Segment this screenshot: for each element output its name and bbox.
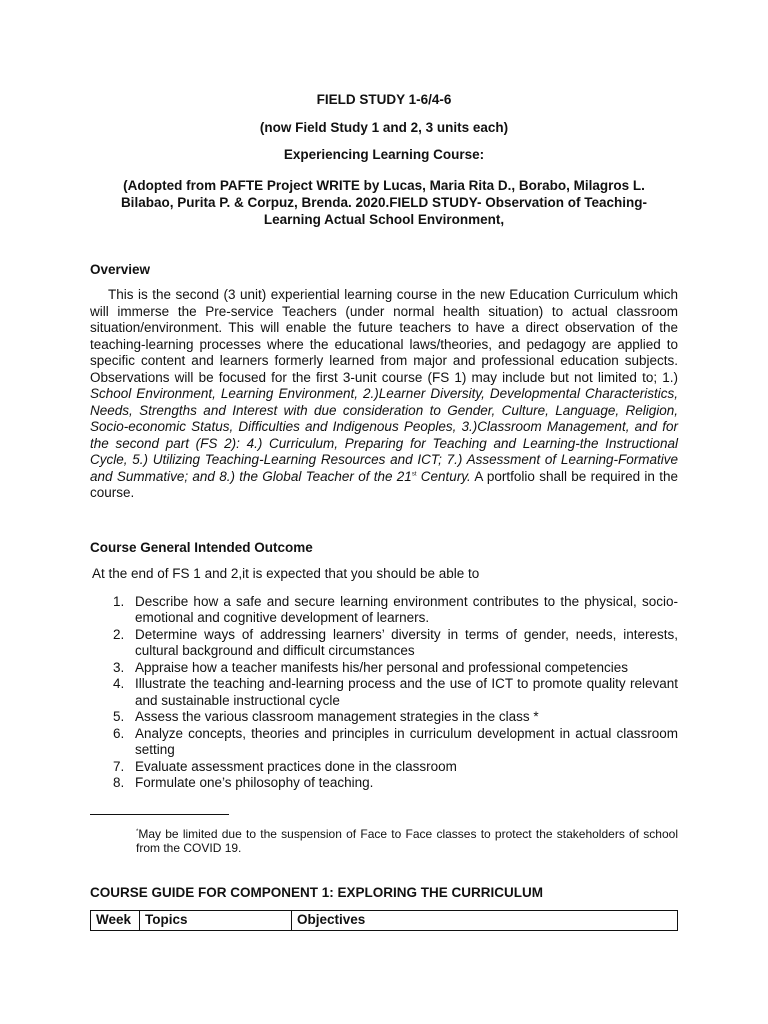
list-item (90, 709, 678, 726)
table-header-row (91, 911, 678, 931)
overview-text-end: A portfolio shall be required in the course. (90, 468, 678, 500)
doc-citation: (Adopted from PAFTE Project WRITE by Lucas, Maria Rita D., Borabo, Milagros L. Bilabao, Purita P. & Corpuz, Brenda. 2020.FIELD STUDY- Observation of Teaching-Learning Actual School Environment, (120, 177, 648, 227)
course-guide-table (90, 910, 678, 931)
list-item-number: 5. (113, 709, 125, 724)
list-item-text: Describe how a safe and secure learning environment contributes to the physical, socio-emotional and cognitive development of learners. (135, 593, 678, 625)
outcome-list (90, 594, 678, 792)
list-item (90, 594, 678, 627)
overview-heading: Overview (90, 261, 151, 277)
list-item (90, 759, 678, 776)
outcome-heading: Course General Intended Outcome (90, 539, 313, 555)
list-item-number: 3. (113, 659, 125, 675)
overview-text-italic: School Environment, Learning Environment, 2.)Learner Diversity, Developmental Characteristics, Needs, Strengths and Interest with due consideration to Gender, Culture, Language, Religion, Socio-economic Status, Difficulties and Indigenous Peoples, 3.)Classroom Management, and for the second part (FS 2): 4.) Curriculum, Preparing for Teaching and Learning-the Instructional Cycle, 5.) Utilizing Teaching-Learning Resources and ICT; 7.) Assessment of Learning-Formative and Summative; and 8.) the Global Teacher of the 21 (90, 386, 678, 484)
course-guide-heading: COURSE GUIDE FOR COMPONENT 1: EXPLORING THE CURRICULUM (90, 884, 544, 900)
list-item-number: 6. (113, 725, 125, 741)
list-item (90, 676, 678, 709)
list-item-number: 2. (113, 626, 125, 642)
list-item-text: Analyze concepts, theories and principles in curriculum development in actual classroom setting (135, 725, 678, 757)
list-item-number: 1. (113, 593, 125, 609)
column-header-week: Week (91, 911, 140, 931)
list-item-text: Determine ways of addressing learners’ diversity in terms of gender, needs, interests, cultural background and difficult circumstances (135, 626, 678, 658)
list-item-text: Assess the various classroom management strategies in the class * (135, 709, 539, 724)
list-item (90, 775, 678, 792)
footnote-separator (90, 814, 229, 815)
column-header-topics: Topics (140, 911, 292, 931)
list-item-text: Illustrate the teaching and-learning process and the use of ICT to promote quality relevant and sustainable instructional cycle (135, 676, 678, 708)
footnote-text: May be limited due to the suspension of Face to Face classes to protect the stakeholders of school from the COVID 19. (136, 826, 678, 855)
outcome-intro: At the end of FS 1 and 2,it is expected that you should be able to (92, 566, 480, 581)
doc-title-line-2: (now Field Study 1 and 2, 3 units each) (259, 119, 509, 135)
list-item-number: 7. (113, 758, 125, 774)
column-header-objectives: Objectives (292, 911, 678, 931)
overview-paragraph (90, 287, 678, 502)
footnote-marker: * (136, 828, 139, 835)
list-item-text: Evaluate assessment practices done in the classroom (135, 758, 457, 774)
superscript-st: st (411, 471, 417, 477)
list-item-text: Appraise how a teacher manifests his/her personal and professional competencies (135, 659, 629, 675)
list-item-number: 4. (113, 676, 125, 691)
list-item-number: 8. (113, 775, 125, 790)
doc-title-line-3: Experiencing Learning Course: (283, 147, 485, 162)
document-content (90, 92, 678, 931)
list-item (90, 726, 678, 759)
list-item (90, 660, 678, 677)
footnote (136, 827, 678, 856)
overview-text-italic-end: Century. (416, 468, 471, 484)
doc-title-line-1: FIELD STUDY 1-6/4-6 (316, 92, 452, 107)
list-item-text: Formulate one’s philosophy of teaching. (135, 775, 374, 790)
list-item (90, 627, 678, 660)
overview-text-start: This is the second (3 unit) experiential learning course in the new Education Curriculum which will immerse the Pre-service Teachers (under normal health situation) to actual classroom situation/environment. This will enable the future teachers to have a direct observation of the teaching-learning processes where the educational laws/theories, and pedagogy are applied to specific content and learners formerly learned from major and professional education subjects. Observations will be focused for the first 3-unit course (FS 1) may include but not limited to; 1.) (90, 287, 678, 385)
